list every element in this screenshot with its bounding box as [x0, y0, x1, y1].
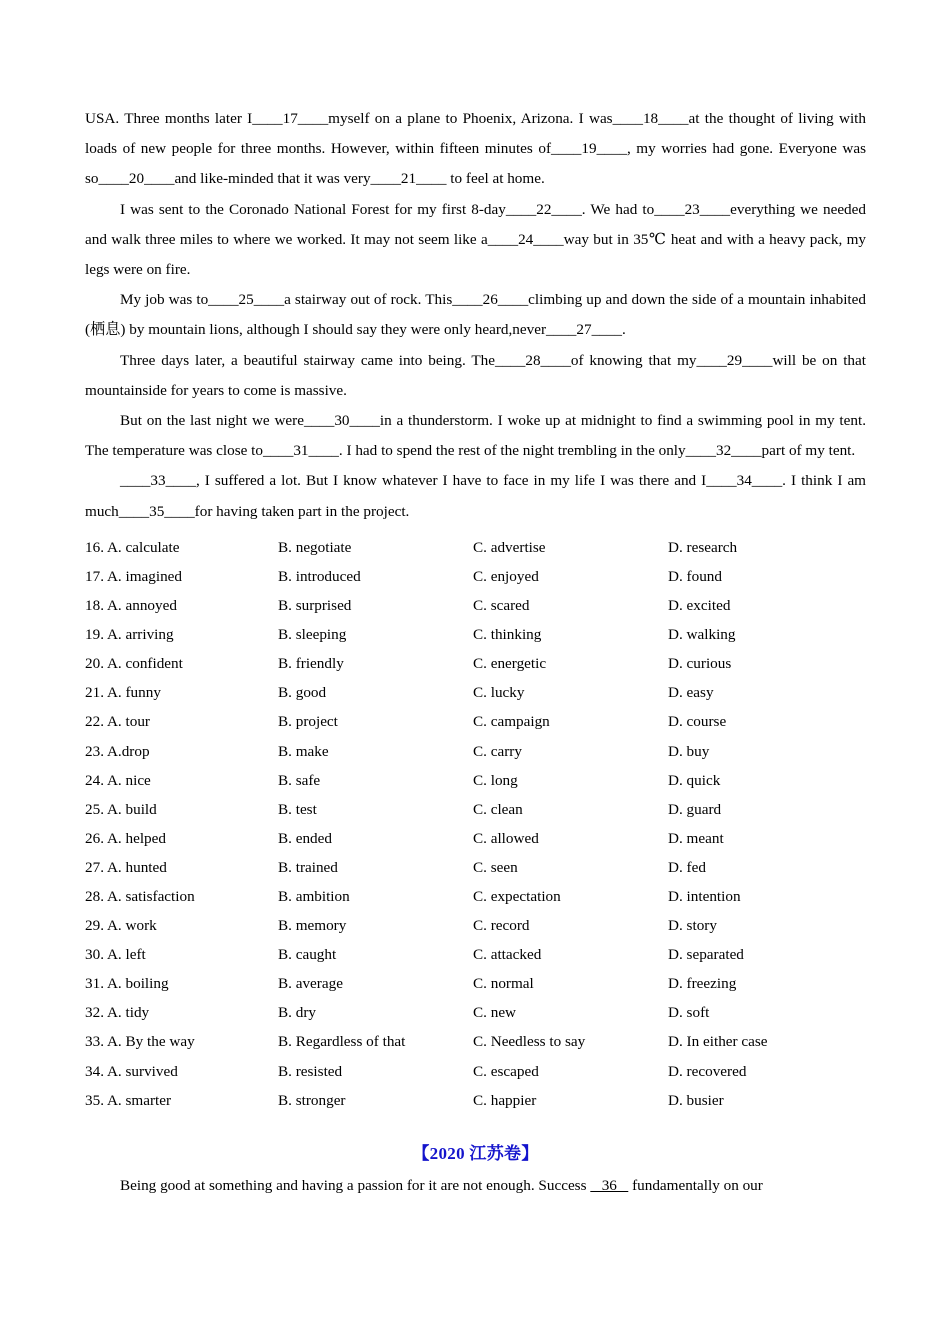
option-a[interactable]: 19. A. arriving: [85, 626, 174, 644]
option-d[interactable]: D. buy: [668, 742, 710, 760]
option-d[interactable]: D. soft: [668, 1004, 710, 1022]
option-b[interactable]: B. Regardless of that: [278, 1033, 406, 1051]
option-c[interactable]: C. energetic: [473, 655, 547, 673]
next-passage-line: [85, 1171, 866, 1201]
section-heading: 【2020 江苏卷】: [412, 1143, 539, 1163]
option-a[interactable]: 23. A.drop: [85, 742, 150, 760]
option-d[interactable]: D. recovered: [668, 1062, 747, 1080]
question-row: [85, 737, 866, 766]
question-row: [85, 707, 866, 736]
option-a[interactable]: 25. A. build: [85, 800, 157, 818]
question-row: [85, 678, 866, 707]
option-b[interactable]: B. trained: [278, 858, 338, 876]
option-c[interactable]: C. happier: [473, 1091, 537, 1109]
option-b[interactable]: B. negotiate: [278, 538, 352, 556]
question-row: [85, 533, 866, 562]
passage-paragraph: My job was to____25____a stairway out of rock. This____26____climbing up and down the side of a mountain inhabited (栖息) by mountain lions, although I should say they were only heard,never____27____.: [85, 291, 866, 339]
option-c[interactable]: C. seen: [473, 858, 518, 876]
passage-paragraph: Three days later, a beautiful stairway came into being. The____28____of knowing that my____29____will be on that mountainside for years to come is massive.: [85, 351, 866, 399]
option-d[interactable]: D. meant: [668, 829, 724, 847]
question-row: [85, 969, 866, 998]
question-options-list: [85, 533, 866, 1115]
question-row: [85, 562, 866, 591]
option-c[interactable]: C. escaped: [473, 1062, 539, 1080]
question-row: [85, 940, 866, 969]
option-a[interactable]: 30. A. left: [85, 946, 146, 964]
option-b[interactable]: B. memory: [278, 917, 347, 935]
option-b[interactable]: B. ambition: [278, 887, 350, 905]
option-a[interactable]: 17. A. imagined: [85, 567, 183, 585]
option-d[interactable]: D. research: [668, 538, 738, 556]
option-b[interactable]: B. ended: [278, 829, 332, 847]
question-row: [85, 1027, 866, 1056]
option-a[interactable]: 27. A. hunted: [85, 858, 167, 876]
option-c[interactable]: C. lucky: [473, 684, 525, 702]
option-d[interactable]: D. excited: [668, 597, 731, 615]
question-row: [85, 620, 866, 649]
option-a[interactable]: 20. A. confident: [85, 655, 183, 673]
option-b[interactable]: B. good: [278, 684, 327, 702]
option-b[interactable]: B. friendly: [278, 655, 344, 673]
next-passage-lead: Being good at something and having a passion for it are not enough. Success: [120, 1176, 591, 1194]
option-b[interactable]: B. caught: [278, 946, 337, 964]
option-b[interactable]: B. sleeping: [278, 626, 347, 644]
option-a[interactable]: 24. A. nice: [85, 771, 151, 789]
option-c[interactable]: C. scared: [473, 597, 530, 615]
option-b[interactable]: B. introduced: [278, 567, 361, 585]
option-a[interactable]: 18. A. annoyed: [85, 597, 177, 615]
option-d[interactable]: D. found: [668, 567, 722, 585]
option-c[interactable]: C. attacked: [473, 946, 542, 964]
blank-36[interactable]: 36: [590, 1176, 629, 1194]
option-c[interactable]: C. campaign: [473, 713, 550, 731]
option-d[interactable]: D. separated: [668, 946, 744, 964]
option-d[interactable]: D. story: [668, 917, 717, 935]
option-c[interactable]: C. enjoyed: [473, 567, 539, 585]
passage-paragraph: ____33____, I suffered a lot. But I know whatever I have to face in my life I was there and I____34____. I think I am much____35____for having taken part in the project.: [85, 472, 866, 520]
option-d[interactable]: D. fed: [668, 858, 706, 876]
passage-paragraph: I was sent to the Coronado National Forest for my first 8-day____22____. We had to____23____everything we needed and walk three miles to where we worked. It may not seem like a____24____way but in 35℃ heat and with a heavy pack, my legs were on fire.: [85, 200, 866, 279]
option-b[interactable]: B. stronger: [278, 1091, 346, 1109]
option-a[interactable]: 29. A. work: [85, 917, 157, 935]
option-a[interactable]: 21. A. funny: [85, 684, 161, 702]
option-c[interactable]: C. record: [473, 917, 530, 935]
next-passage-tail: fundamentally on our: [628, 1176, 763, 1194]
option-d[interactable]: D. intention: [668, 887, 741, 905]
option-d[interactable]: D. quick: [668, 771, 721, 789]
option-c[interactable]: C. thinking: [473, 626, 542, 644]
question-row: [85, 882, 866, 911]
option-c[interactable]: C. allowed: [473, 829, 539, 847]
option-d[interactable]: D. easy: [668, 684, 714, 702]
option-b[interactable]: B. make: [278, 742, 329, 760]
option-a[interactable]: 34. A. survived: [85, 1062, 178, 1080]
question-row: [85, 795, 866, 824]
option-b[interactable]: B. dry: [278, 1004, 316, 1022]
option-c[interactable]: C. advertise: [473, 538, 546, 556]
section-heading-wrapper: [85, 1139, 866, 1169]
option-c[interactable]: C. new: [473, 1004, 517, 1022]
option-a[interactable]: 33. A. By the way: [85, 1033, 195, 1051]
document-content: [85, 104, 866, 1201]
question-row: [85, 853, 866, 882]
option-b[interactable]: B. surprised: [278, 597, 352, 615]
question-row: [85, 591, 866, 620]
option-a[interactable]: 28. A. satisfaction: [85, 887, 195, 905]
option-b[interactable]: B. safe: [278, 771, 321, 789]
option-d[interactable]: D. guard: [668, 800, 722, 818]
option-a[interactable]: 31. A. boiling: [85, 975, 169, 993]
option-d[interactable]: D. busier: [668, 1091, 724, 1109]
option-d[interactable]: D. In either case: [668, 1033, 768, 1051]
question-row: [85, 824, 866, 853]
option-b[interactable]: B. project: [278, 713, 338, 731]
option-c[interactable]: C. Needless to say: [473, 1033, 586, 1051]
option-a[interactable]: 32. A. tidy: [85, 1004, 150, 1022]
option-a[interactable]: 26. A. helped: [85, 829, 166, 847]
question-row: [85, 649, 866, 678]
question-row: [85, 1086, 866, 1115]
option-b[interactable]: B. average: [278, 975, 343, 993]
option-c[interactable]: C. carry: [473, 742, 522, 760]
passage-paragraph: But on the last night we were____30____in a thunderstorm. I woke up at midnight to find a swimming pool in my tent. The temperature was close to____31____. I had to spend the rest of the night trembling in the only____32____part of my tent.: [85, 412, 866, 460]
question-row: [85, 766, 866, 795]
option-b[interactable]: B. test: [278, 800, 317, 818]
option-c[interactable]: C. normal: [473, 975, 534, 993]
option-d[interactable]: D. course: [668, 713, 727, 731]
question-row: [85, 998, 866, 1027]
option-a[interactable]: 16. A. calculate: [85, 538, 180, 556]
option-b[interactable]: B. resisted: [278, 1062, 343, 1080]
option-d[interactable]: D. walking: [668, 626, 736, 644]
option-d[interactable]: D. curious: [668, 655, 732, 673]
question-row: [85, 911, 866, 940]
option-c[interactable]: C. long: [473, 771, 518, 789]
option-c[interactable]: C. expectation: [473, 887, 561, 905]
option-a[interactable]: 22. A. tour: [85, 713, 150, 731]
passage-paragraph: USA. Three months later I____17____myself on a plane to Phoenix, Arizona. I was____18____at the thought of living with loads of new people for three months. However, within fifteen minutes of____19____, my worries had gone. Everyone was so____20____and like-minded that it was very____21____ to feel at home.: [85, 110, 866, 188]
option-d[interactable]: D. freezing: [668, 975, 737, 993]
question-row: [85, 1057, 866, 1086]
option-c[interactable]: C. clean: [473, 800, 523, 818]
option-a[interactable]: 35. A. smarter: [85, 1091, 172, 1109]
